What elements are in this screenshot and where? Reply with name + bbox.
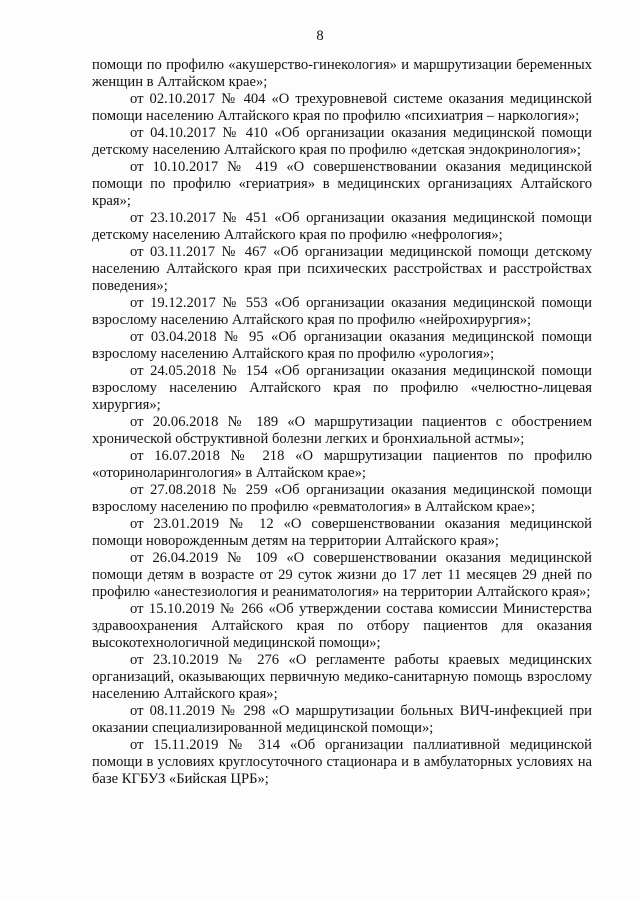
paragraph: от 03.04.2018 № 95 «Об организации оказания медицинской помощи взрослому населению Алтайского края по профилю «урология»;	[92, 329, 592, 362]
paragraph: от 23.10.2017 № 451 «Об организации оказания медицинской помощи детскому населению Алтайского края по профилю «нефрология»;	[92, 210, 592, 243]
document-body	[92, 57, 592, 788]
paragraph: от 15.11.2019 № 314 «Об организации паллиативной медицинской помощи в условиях круглосуточного стационара и в амбулаторных условиях на базе КГБУЗ «Бийская ЦРБ»;	[92, 737, 592, 787]
paragraph: от 08.11.2019 № 298 «О маршрутизации больных ВИЧ-инфекцией при оказании специализированной медицинской помощи»;	[92, 703, 592, 736]
paragraph: от 10.10.2017 № 419 «О совершенствовании оказания медицинской помощи по профилю «гериатрия» в медицинских организациях Алтайского края»;	[92, 159, 592, 209]
paragraph: от 04.10.2017 № 410 «Об организации оказания медицинской помощи детскому населению Алтайского края по профилю «детская эндокринология»;	[92, 125, 592, 158]
paragraph: от 20.06.2018 № 189 «О маршрутизации пациентов с обострением хронической обструктивной болезни легких и бронхиальной астмы»;	[92, 414, 592, 447]
paragraph: от 23.10.2019 № 276 «О регламенте работы краевых медицинских организаций, оказывающих первичную медико-санитарную помощь взрослому населению Алтайского края»;	[92, 652, 592, 702]
paragraph: от 27.08.2018 № 259 «Об организации оказания медицинской помощи взрослому населению по профилю «ревматология» в Алтайском крае»;	[92, 482, 592, 515]
paragraph: от 15.10.2019 № 266 «Об утверждении состава комиссии Министерства здравоохранения Алтайского края по отбору пациентов для оказания высокотехнологичной медицинской помощи»;	[92, 601, 592, 651]
paragraph: от 26.04.2019 № 109 «О совершенствовании оказания медицинской помощи детям в возрасте от 29 суток жизни до 17 лет 11 месяцев 29 дней по профилю «анестезиология и реаниматология» на территории Алтайского края»;	[92, 550, 592, 600]
paragraph: от 23.01.2019 № 12 «О совершенствовании оказания медицинской помощи новорожденным детям на территории Алтайского края»;	[92, 516, 592, 549]
paragraph: от 24.05.2018 № 154 «Об организации оказания медицинской помощи взрослому населению Алтайского края по профилю «челюстно-лицевая хирургия»;	[92, 363, 592, 413]
page-number: 8	[316, 28, 324, 44]
paragraph: от 16.07.2018 № 218 «О маршрутизации пациентов по профилю «оториноларингология» в Алтайском крае»;	[92, 448, 592, 481]
paragraph: от 19.12.2017 № 553 «Об организации оказания медицинской помощи взрослому населению Алтайского края по профилю «нейрохирургия»;	[92, 295, 592, 328]
paragraph: от 03.11.2017 № 467 «Об организации медицинской помощи детскому населению Алтайского края при психических расстройствах и расстройствах поведения»;	[92, 244, 592, 294]
paragraph: от 02.10.2017 № 404 «О трехуровневой системе оказания медицинской помощи населению Алтайского края по профилю «психиатрия – наркология»;	[92, 91, 592, 124]
paragraph: помощи по профилю «акушерство-гинекология» и маршрутизации беременных женщин в Алтайском крае»;	[92, 57, 592, 90]
